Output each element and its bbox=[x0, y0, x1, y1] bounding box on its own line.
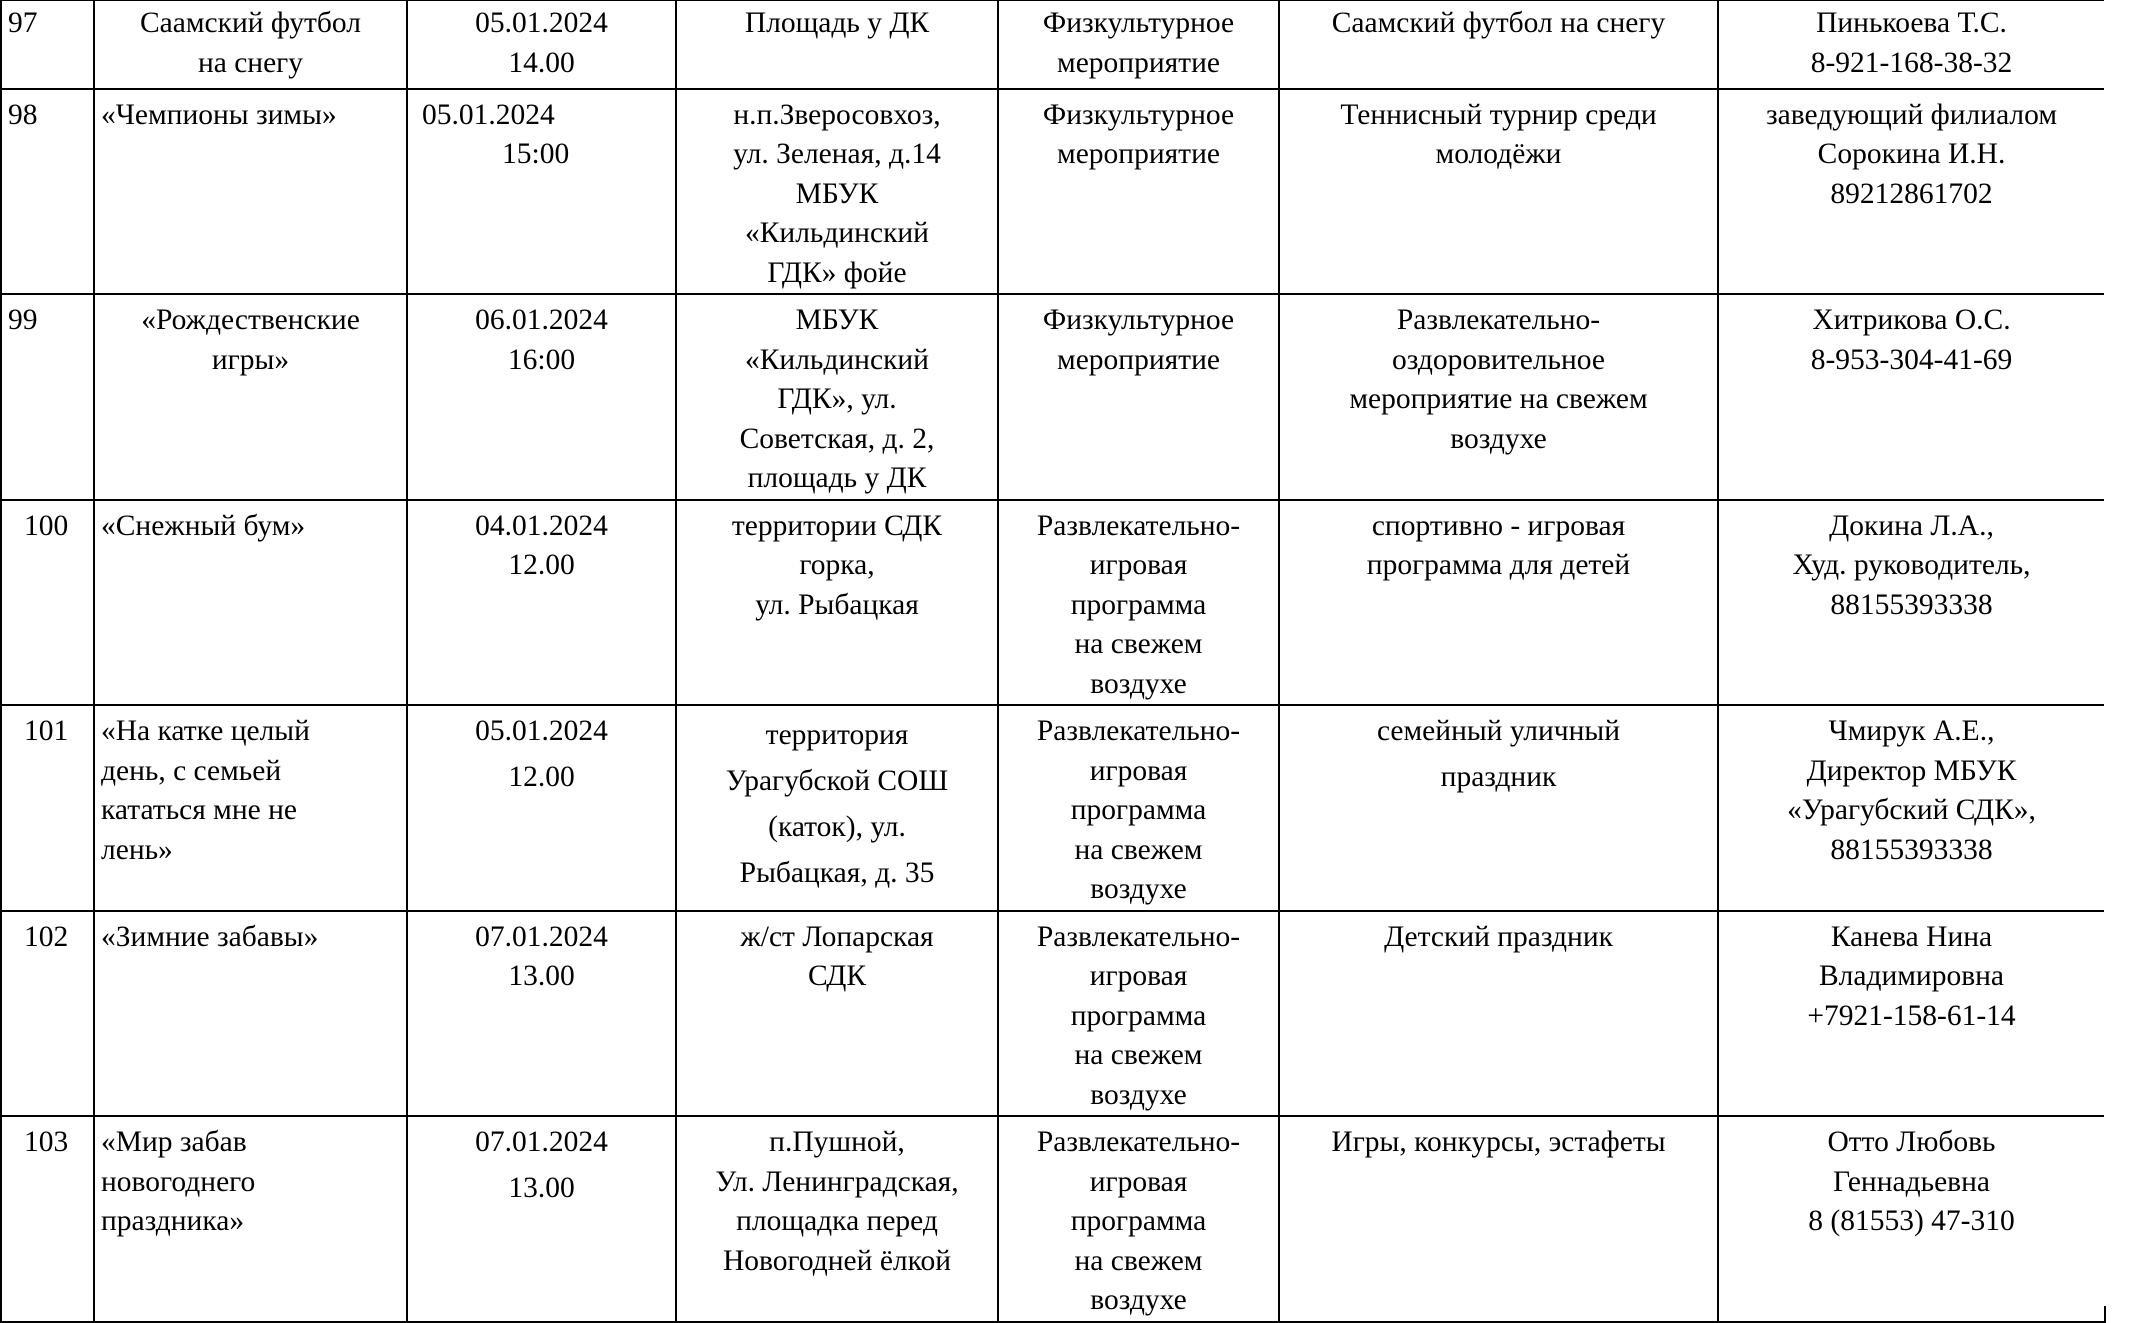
event-type-line: Физкультурное bbox=[1042, 304, 1235, 336]
event-type-line: Развлекательно- bbox=[1036, 1126, 1241, 1158]
venue-line: площадь у ДК bbox=[747, 462, 927, 494]
event-name-cell bbox=[94, 705, 407, 911]
description-cell bbox=[1279, 1, 1718, 89]
responsible-line: Пинькоева Т.С. bbox=[1816, 7, 2007, 39]
event-date: 04.01.2024 bbox=[475, 509, 608, 542]
event-type-line: программа bbox=[1070, 999, 1207, 1032]
event-name-cell bbox=[94, 911, 407, 1117]
responsible-line: Чмирук А.Е., bbox=[1828, 715, 1995, 747]
table-row bbox=[1, 294, 2105, 500]
events-table-body bbox=[1, 1, 2105, 1322]
venue-cell bbox=[676, 500, 998, 706]
responsible-line: Сорокина И.Н. bbox=[1817, 138, 2006, 170]
date-time-cell bbox=[407, 89, 676, 295]
row-number-cell bbox=[1, 89, 94, 295]
event-type-line: мероприятие bbox=[1057, 343, 1220, 376]
event-type-line: Физкультурное bbox=[1042, 98, 1235, 131]
venue-cell bbox=[676, 89, 998, 295]
event-type-line: воздухе bbox=[1090, 667, 1187, 700]
event-type-line: воздухе bbox=[1090, 1078, 1187, 1111]
event-type-line: Развлекательно- bbox=[1036, 715, 1241, 747]
row-number-cell bbox=[1, 911, 94, 1117]
event-time: 13.00 bbox=[508, 1171, 575, 1204]
responsible-line: 88155393338 bbox=[1830, 833, 1993, 866]
venue-line: территория bbox=[765, 719, 909, 751]
event-name-line: кататься мне не bbox=[101, 794, 297, 826]
venue-line: Урагубской СОШ bbox=[725, 765, 949, 797]
responsible-line: 8-921-168-38-32 bbox=[1810, 46, 2013, 79]
venue-line: Ул. Ленинградская, bbox=[715, 1165, 959, 1198]
responsible-line: +7921-158-61-14 bbox=[1807, 999, 2016, 1032]
description-line: молодёжи bbox=[1435, 138, 1562, 170]
event-name-line: «На катке целый bbox=[101, 715, 310, 747]
responsible-line: Докина Л.А., bbox=[1829, 509, 1994, 542]
venue-line: Площадь у ДК bbox=[744, 7, 930, 39]
venue-line: ул. Рыбацкая bbox=[755, 588, 919, 621]
venue-line: ж/ст Лопарская bbox=[740, 920, 934, 953]
table-row bbox=[1, 911, 2105, 1117]
event-type-line: мероприятие bbox=[1057, 138, 1220, 170]
venue-cell bbox=[676, 1116, 998, 1322]
date-time-cell bbox=[407, 1, 676, 89]
venue-line: ГДК», ул. bbox=[777, 383, 897, 415]
venue-line: п.Пушной, bbox=[769, 1126, 905, 1158]
responsible-cell bbox=[1718, 911, 2105, 1117]
venue-line: н.п.Зверосовхоз, bbox=[733, 98, 941, 131]
event-type-line: Развлекательно- bbox=[1036, 509, 1241, 542]
event-type-cell bbox=[998, 500, 1279, 706]
description-line: мероприятие на свежем bbox=[1349, 383, 1648, 415]
description-cell bbox=[1279, 911, 1718, 1117]
event-type-line: игровая bbox=[1089, 1165, 1188, 1198]
event-type-cell bbox=[998, 89, 1279, 295]
event-name-line: игры» bbox=[211, 343, 290, 376]
venue-line: горка, bbox=[799, 549, 875, 581]
venue-line: Советская, д. 2, bbox=[739, 422, 935, 455]
event-name-line: «Чемпионы зимы» bbox=[101, 98, 337, 131]
description-line: спортивно - игровая bbox=[1371, 509, 1626, 542]
event-type-line: программа bbox=[1070, 588, 1207, 621]
event-time: 14.00 bbox=[508, 46, 575, 79]
event-name-line: Саамский футбол bbox=[139, 7, 362, 39]
table-row bbox=[1, 500, 2105, 706]
description-line: воздухе bbox=[1450, 422, 1547, 455]
event-type-line: на свежем bbox=[1074, 628, 1203, 660]
venue-line: «Кильдинский bbox=[745, 217, 929, 249]
event-type-line: воздухе bbox=[1090, 873, 1187, 905]
event-type-line: Развлекательно- bbox=[1036, 920, 1241, 953]
event-type-cell bbox=[998, 911, 1279, 1117]
venue-cell bbox=[676, 1, 998, 89]
event-name-cell bbox=[94, 89, 407, 295]
event-date: 07.01.2024 bbox=[475, 920, 608, 953]
event-date: 06.01.2024 bbox=[475, 304, 608, 336]
row-number-cell bbox=[1, 500, 94, 706]
responsible-cell bbox=[1718, 1, 2105, 89]
row-number: 102 bbox=[24, 920, 69, 953]
event-type-line: программа bbox=[1070, 1205, 1207, 1237]
row-number: 98 bbox=[8, 98, 38, 131]
description-line: Саамский футбол на снегу bbox=[1331, 7, 1666, 39]
venue-cell bbox=[676, 911, 998, 1117]
responsible-line: 89212861702 bbox=[1830, 177, 1993, 210]
venue-line: территории СДК bbox=[731, 509, 943, 542]
responsible-cell bbox=[1718, 294, 2105, 500]
event-name-cell bbox=[94, 1116, 407, 1322]
event-type-line: мероприятие bbox=[1057, 46, 1220, 79]
description-cell bbox=[1279, 500, 1718, 706]
venue-line: СДК bbox=[807, 960, 866, 992]
description-line: Теннисный турнир среди bbox=[1340, 98, 1657, 131]
description-cell bbox=[1279, 1116, 1718, 1322]
event-type-line: игровая bbox=[1089, 960, 1188, 992]
event-type-cell bbox=[998, 1, 1279, 89]
row-number-cell bbox=[1, 705, 94, 911]
event-name-line: «Рождественские bbox=[141, 304, 360, 336]
venue-line: (каток), ул. bbox=[768, 811, 906, 843]
event-name-line: на снегу bbox=[197, 46, 304, 79]
event-type-cell bbox=[998, 294, 1279, 500]
page-margin bbox=[2104, 0, 2130, 1306]
event-name-line: «Мир забав bbox=[101, 1126, 247, 1158]
venue-line: ул. Зеленая, д.14 bbox=[733, 138, 941, 170]
responsible-line: Директор МБУК bbox=[1806, 754, 2017, 787]
venue-line: МБУК bbox=[795, 304, 879, 336]
description-line: семейный уличный bbox=[1376, 715, 1621, 747]
responsible-cell bbox=[1718, 89, 2105, 295]
event-time: 12.00 bbox=[508, 760, 575, 793]
venue-line: ГДК» фойе bbox=[767, 256, 907, 289]
row-number: 101 bbox=[24, 715, 69, 747]
responsible-line: Канева Нина bbox=[1830, 920, 1993, 953]
date-time-cell bbox=[407, 911, 676, 1117]
event-type-line: программа bbox=[1070, 794, 1207, 826]
date-time-cell bbox=[407, 1116, 676, 1322]
description-line: оздоровительное bbox=[1392, 343, 1605, 376]
responsible-line: Геннадьевна bbox=[1833, 1165, 1990, 1198]
row-number: 103 bbox=[24, 1126, 69, 1158]
event-name-cell bbox=[94, 294, 407, 500]
event-date: 07.01.2024 bbox=[475, 1126, 608, 1158]
venue-line: Рыбацкая, д. 35 bbox=[739, 857, 935, 889]
event-name-line: новогоднего bbox=[101, 1165, 256, 1198]
responsible-cell bbox=[1718, 1116, 2105, 1322]
event-time: 12.00 bbox=[508, 549, 575, 581]
venue-cell bbox=[676, 705, 998, 911]
event-name-cell bbox=[94, 500, 407, 706]
event-type-line: Физкультурное bbox=[1042, 7, 1235, 39]
row-number: 99 bbox=[8, 304, 38, 336]
date-time-cell bbox=[407, 500, 676, 706]
event-type-line: игровая bbox=[1089, 549, 1188, 581]
venue-line: площадка перед bbox=[736, 1205, 938, 1237]
event-date: 05.01.2024 bbox=[475, 7, 608, 39]
event-date: 05.01.2024 bbox=[475, 715, 608, 747]
row-number-cell bbox=[1, 1116, 94, 1322]
event-name-line: «Зимние забавы» bbox=[101, 920, 319, 953]
description-cell bbox=[1279, 705, 1718, 911]
event-name-cell bbox=[94, 1, 407, 89]
row-number-cell bbox=[1, 294, 94, 500]
venue-line: «Кильдинский bbox=[745, 343, 929, 376]
table-row bbox=[1, 705, 2105, 911]
responsible-line: 88155393338 bbox=[1830, 588, 1993, 621]
row-number: 100 bbox=[24, 509, 69, 542]
description-line: праздник bbox=[1440, 760, 1557, 793]
row-number-cell bbox=[1, 1, 94, 89]
responsible-line: 8-953-304-41-69 bbox=[1810, 343, 2013, 376]
responsible-line: «Урагубский СДК», bbox=[1787, 794, 2036, 826]
description-line: Детский праздник bbox=[1384, 920, 1613, 953]
event-time: 16:00 bbox=[507, 343, 576, 376]
event-type-line: на свежем bbox=[1074, 1244, 1203, 1277]
description-line: программа для детей bbox=[1366, 549, 1631, 581]
responsible-line: 8 (81553) 47-310 bbox=[1808, 1205, 2015, 1237]
event-name-line: праздника» bbox=[101, 1205, 245, 1237]
responsible-line: Владимировна bbox=[1818, 960, 2005, 992]
responsible-cell bbox=[1718, 500, 2105, 706]
responsible-line: заведующий филиалом bbox=[1765, 98, 2057, 131]
event-name-line: день, с семьей bbox=[101, 754, 282, 787]
date-time-cell bbox=[407, 705, 676, 911]
responsible-line: Хитрикова О.С. bbox=[1812, 304, 2011, 336]
event-name-line: «Снежный бум» bbox=[101, 509, 306, 542]
table-row bbox=[1, 1, 2105, 89]
venue-cell bbox=[676, 294, 998, 500]
event-type-line: на свежем bbox=[1074, 1039, 1203, 1071]
event-type-cell bbox=[998, 1116, 1279, 1322]
event-type-line: на свежем bbox=[1074, 833, 1203, 866]
event-name-line: лень» bbox=[101, 833, 173, 866]
table-row bbox=[1, 89, 2105, 295]
responsible-line: Отто Любовь bbox=[1827, 1126, 1996, 1158]
description-line: Игры, конкурсы, эстафеты bbox=[1331, 1126, 1666, 1158]
description-cell bbox=[1279, 294, 1718, 500]
event-type-line: воздухе bbox=[1090, 1284, 1187, 1316]
event-time: 13.00 bbox=[508, 960, 575, 992]
venue-line: Новогодней ёлкой bbox=[722, 1244, 952, 1277]
event-date: 05.01.2024 bbox=[422, 98, 555, 131]
event-type-cell bbox=[998, 705, 1279, 911]
date-time-cell bbox=[407, 294, 676, 500]
venue-line: МБУК bbox=[795, 177, 879, 210]
event-type-line: игровая bbox=[1089, 754, 1188, 787]
event-time: 15:00 bbox=[502, 138, 570, 170]
description-cell bbox=[1279, 89, 1718, 295]
row-number: 97 bbox=[8, 7, 38, 39]
table-row bbox=[1, 1116, 2105, 1322]
description-line: Развлекательно- bbox=[1396, 304, 1601, 336]
responsible-line: Худ. руководитель, bbox=[1792, 549, 2031, 581]
responsible-cell bbox=[1718, 705, 2105, 911]
